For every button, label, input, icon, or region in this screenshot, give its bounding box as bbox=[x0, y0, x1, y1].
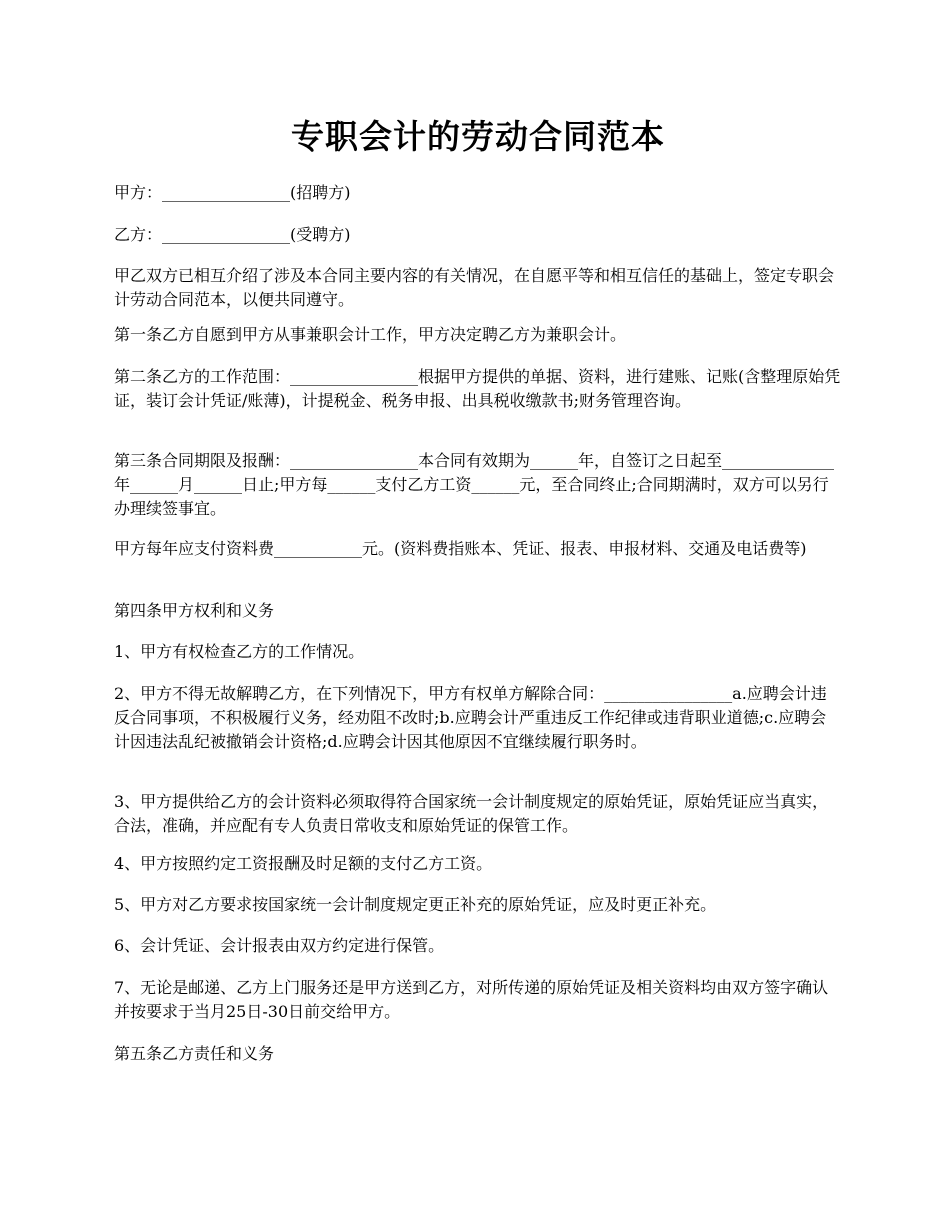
article-4-item-7: 7、无论是邮递、乙方上门服务还是甲方送到乙方，对所传递的原始凭证及相关资料均由双方签字确认并按要求于当月25日-30日前交给甲方。 bbox=[114, 978, 829, 1021]
party-b-line: 乙方：________________(受聘方) bbox=[114, 225, 351, 244]
article-4-item-6: 6、会计凭证、会计报表由双方约定进行保管。 bbox=[114, 936, 445, 955]
material-fee-paragraph: 甲方每年应支付资料费___________元。(资料费指账本、凭证、报表、申报材料、交通及电话费等) bbox=[114, 539, 807, 558]
article-4-item-1: 1、甲方有权检查乙方的工作情况。 bbox=[114, 642, 365, 661]
article-4-item-5: 5、甲方对乙方要求按国家统一会计制度规定更正补充的原始凭证，应及时更正补充。 bbox=[114, 895, 717, 914]
party-a-line: 甲方：________________(招聘方) bbox=[114, 183, 351, 202]
article-4-item-3: 3、甲方提供给乙方的会计资料必须取得符合国家统一会计制度规定的原始凭证，原始凭证应当真实，合法，准确，并应配有专人负责日常收支和原始凭证的保管工作。 bbox=[114, 792, 829, 835]
article-4-item-4: 4、甲方按照约定工资报酬及时足额的支付乙方工资。 bbox=[114, 854, 493, 873]
preamble-paragraph: 甲乙双方已相互介绍了涉及本合同主要内容的有关情况，在自愿平等和相互信任的基础上，签定专职会计劳动合同范本，以便共同遵守。 bbox=[114, 266, 835, 309]
article-1-paragraph: 第一条乙方自愿到甲方从事兼职会计工作，甲方决定聘乙方为兼职会计。 bbox=[114, 325, 627, 344]
article-5-heading: 第五条乙方责任和义务 bbox=[114, 1044, 275, 1063]
article-4-heading: 第四条甲方权利和义务 bbox=[114, 601, 275, 620]
document-page bbox=[114, 0, 842, 1063]
article-2-paragraph: 第二条乙方的工作范围：________________根据甲方提供的单据、资料，进行建账、记账(含整理原始凭证，装订会计凭证/账薄)，计提税金、税务申报、出具税收缴款书;财务管理咨询。 bbox=[114, 367, 841, 410]
document-title: 专职会计的劳动合同范本 bbox=[291, 117, 665, 156]
article-4-item-2: 2、甲方不得无故解聘乙方，在下列情况下，甲方有权单方解除合同：________________a.应聘会计违反合同事项，不积极履行义务，经劝阻不改时;b.应聘会计严重违反工作纪律或违背职业道德;c.应聘会计因违法乱纪被撤销会计资格;d.应聘会计因其他原因不宜继续履行职务时。 bbox=[114, 684, 827, 751]
article-3-paragraph: 第三条合同期限及报酬：________________本合同有效期为______年，自签订之日起至______________年______月______日止;甲方每______支付乙方工资______元，至合同终止;合同期满时，双方可以另行办理续签事宜。 bbox=[114, 451, 835, 518]
